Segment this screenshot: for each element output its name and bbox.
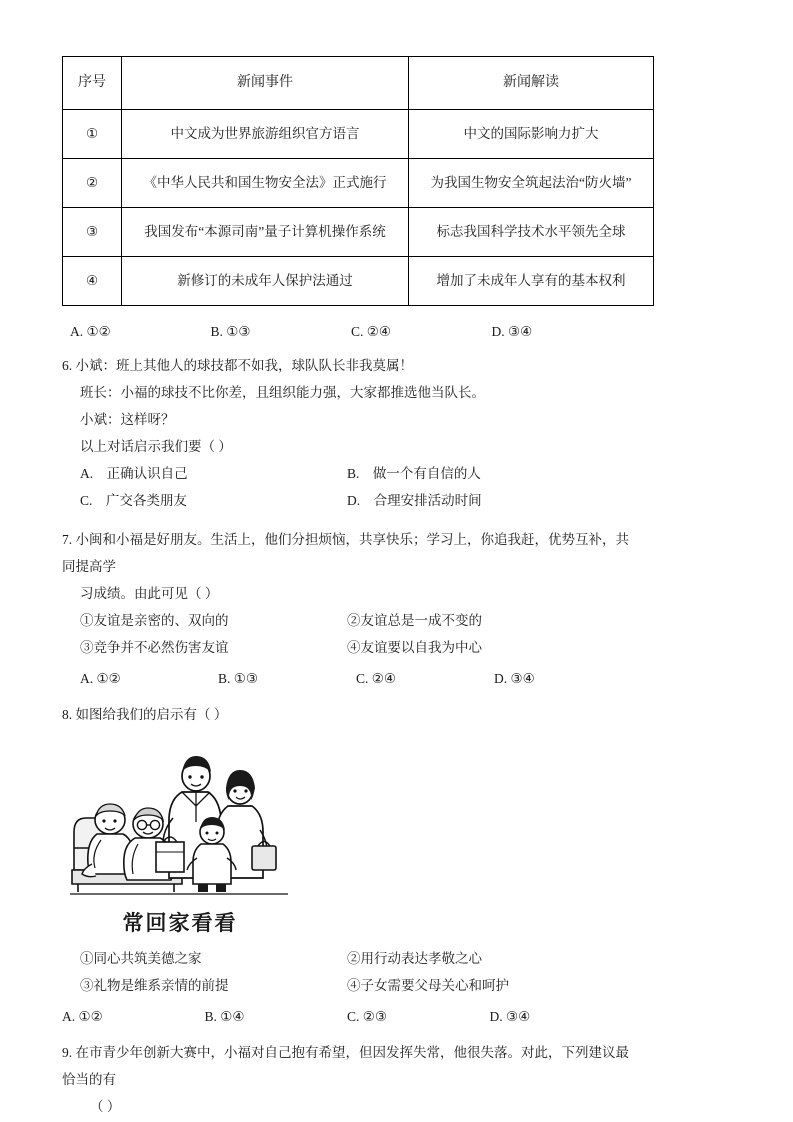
- q6-option-c: C. 广交各类朋友: [80, 493, 187, 508]
- q9-stem-line1: 9. 在市青少年创新大赛中，小福对自己抱有希望，但因发挥失常，他很失落。对此，下列建议最恰当的有: [62, 1045, 629, 1087]
- family-illustration: [70, 736, 290, 911]
- q7-options: [62, 671, 632, 687]
- table-cell-event: 我国发布“本源司南”量子计算机操作系统: [122, 208, 409, 257]
- table-row: [63, 110, 654, 159]
- q8-item-2: ②用行动表达孝敬之心: [347, 951, 482, 966]
- q8-stem: 8. 如图给我们的启示有（ ）: [62, 707, 228, 722]
- q7-option-d: D. ③④: [494, 671, 535, 686]
- q7-option-c: C. ②④: [356, 671, 396, 686]
- q5-options: [62, 324, 632, 340]
- table-row: [63, 257, 654, 306]
- q5-option-c: C. ②④: [351, 324, 391, 339]
- q6-options-row2: [62, 487, 632, 514]
- q5-option-d: D. ③④: [491, 324, 533, 339]
- q6-line4: 以上对话启示我们要（ ）: [80, 439, 232, 454]
- q5-option-b: B. ①③: [210, 324, 251, 339]
- q8-option-c: C. ②③: [347, 1009, 387, 1024]
- q6-options-row1: [62, 460, 632, 487]
- page-content: [62, 56, 632, 1120]
- q8-option-a: A. ①②: [62, 1009, 103, 1024]
- q7-stem-line2: 习成绩。由此可见（ ）: [80, 586, 219, 601]
- figure-caption: 常回家看看: [122, 911, 238, 935]
- q7-item-2: ②友谊总是一成不变的: [347, 613, 482, 628]
- q8-item-1: ①同心共筑美德之家: [80, 951, 202, 966]
- q8-item-3: ③礼物是维系亲情的前提: [80, 978, 229, 993]
- news-table: [62, 56, 654, 306]
- table-cell-seq: ③: [63, 208, 122, 257]
- q7-option-a: A. ①②: [80, 671, 121, 686]
- table-header-row: [63, 57, 654, 110]
- q8-option-b: B. ①④: [204, 1009, 245, 1024]
- q5-option-a: A. ①②: [70, 324, 111, 339]
- table-cell-read: 增加了未成年人享有的基本权利: [409, 257, 654, 306]
- table-header-cell: 新闻事件: [122, 57, 409, 110]
- q8-items-row1: [62, 945, 632, 972]
- q6-stem: 6. 小斌：班上其他人的球技都不如我，球队队长非我莫属！: [62, 358, 413, 373]
- q6-option-d: D. 合理安排活动时间: [347, 493, 482, 508]
- q8-option-d: D. ③④: [489, 1009, 531, 1024]
- table-cell-event: 中文成为世界旅游组织官方语言: [122, 110, 409, 159]
- table-row: [63, 208, 654, 257]
- table-cell-event: 新修订的未成年人保护法通过: [122, 257, 409, 306]
- q7-items-row1: [62, 607, 632, 634]
- q7-item-1: ①友谊是亲密的、双向的: [80, 613, 229, 628]
- q6-line3: 小斌：这样呀？: [80, 412, 175, 427]
- q8-options: [62, 1009, 632, 1025]
- q7-item-4: ④友谊要以自我为中心: [347, 640, 482, 655]
- q6-option-b: B. 做一个有自信的人: [347, 466, 481, 481]
- q6-line2: 班长：小福的球技不比你差，且组织能力强，大家都推选他当队长。: [80, 385, 485, 400]
- q7-items-row2: [62, 634, 632, 661]
- q8-items-row2: [62, 972, 632, 999]
- table-cell-read: 为我国生物安全筑起法治“防火墙”: [409, 159, 654, 208]
- q7-stem-line1: 7. 小闽和小福是好朋友。生活上，他们分担烦恼，共享快乐；学习上，你追我赶，优势互补，共同提高学: [62, 532, 629, 574]
- q7-option-b: B. ①③: [218, 671, 258, 686]
- table-header-cell: 序号: [63, 57, 122, 110]
- q9-stem-line2: （ ）: [90, 1099, 121, 1114]
- q6-option-a: A. 正确认识自己: [80, 466, 188, 481]
- table-cell-read: 中文的国际影响力扩大: [409, 110, 654, 159]
- table-cell-seq: ②: [63, 159, 122, 208]
- table-row: [63, 159, 654, 208]
- table-cell-event: 《中华人民共和国生物安全法》正式施行: [122, 159, 409, 208]
- q7-item-3: ③竞争并不必然伤害友谊: [80, 640, 229, 655]
- q8-item-4: ④子女需要父母关心和呵护: [347, 978, 509, 993]
- table-cell-seq: ①: [63, 110, 122, 159]
- table-cell-read: 标志我国科学技术水平领先全球: [409, 208, 654, 257]
- table-header-cell: 新闻解读: [409, 57, 654, 110]
- table-cell-seq: ④: [63, 257, 122, 306]
